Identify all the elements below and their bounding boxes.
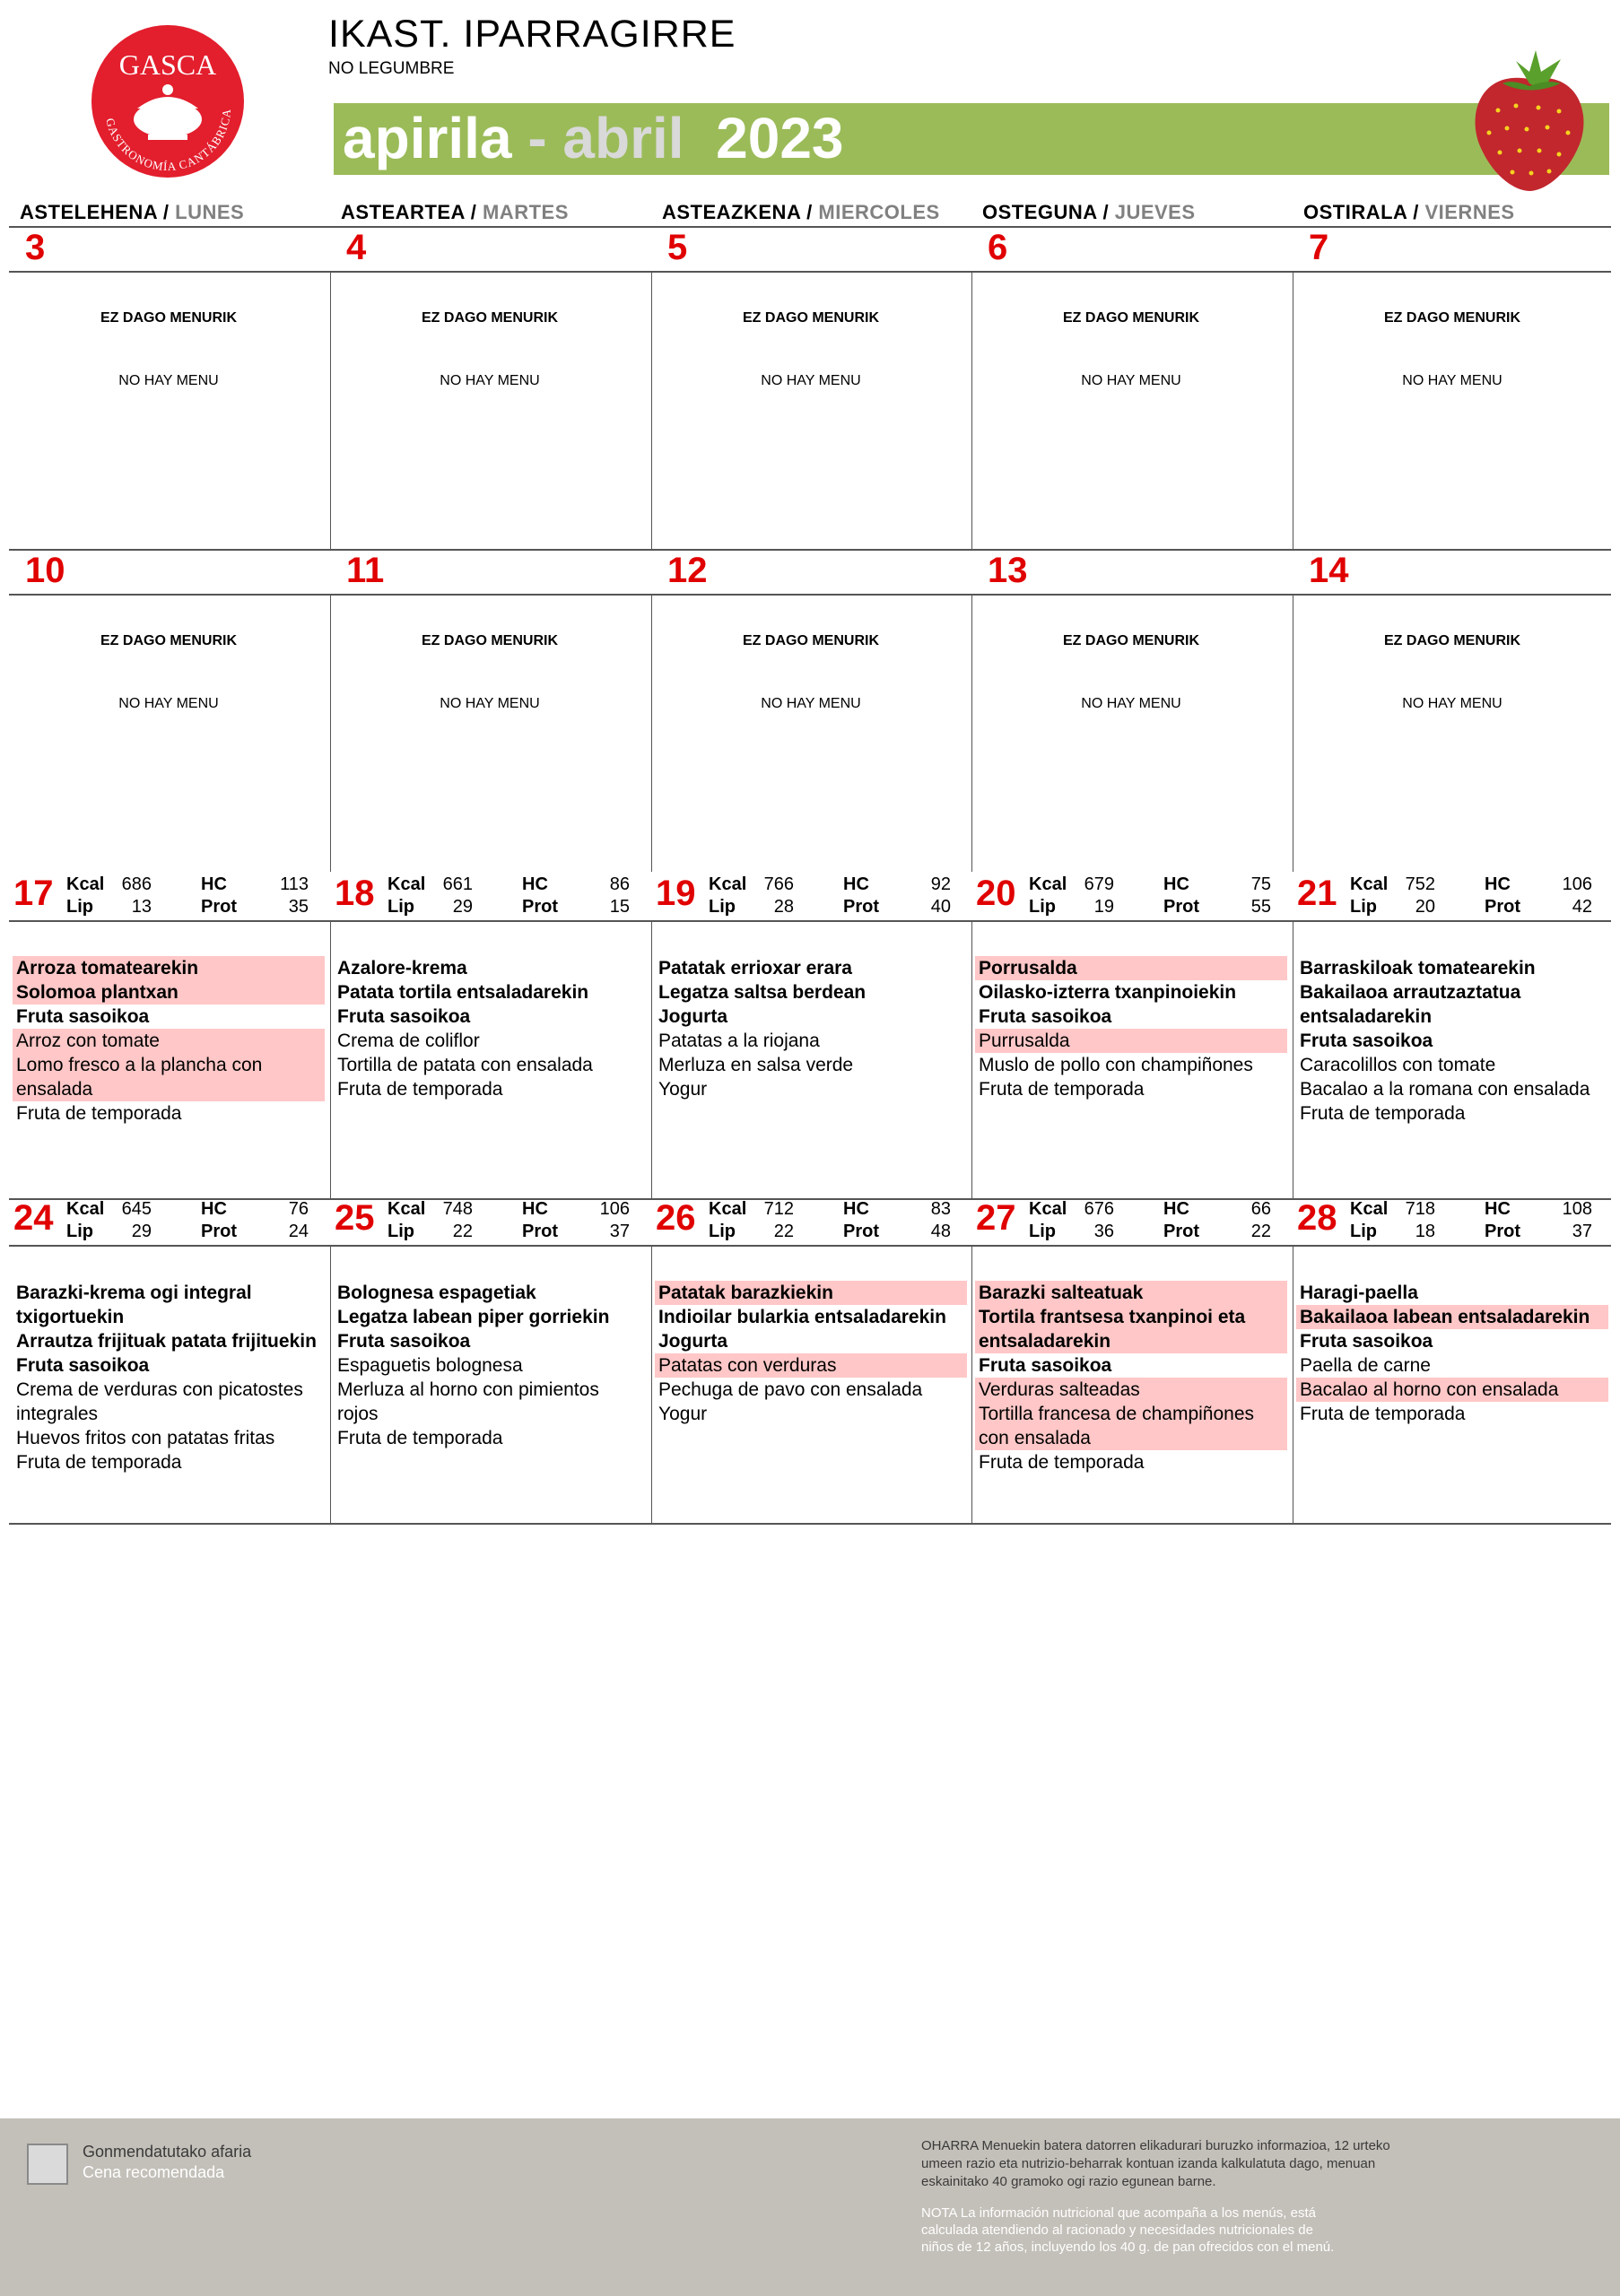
no-menu-eu: EZ DAGO MENURIK — [422, 633, 558, 648]
day-header-es: JUEVES — [1114, 201, 1196, 223]
day-header-es: MARTES — [482, 201, 569, 223]
day-number: 27 — [976, 1198, 1016, 1238]
nutrition-value: 55 — [1250, 897, 1271, 917]
menu-item: Bakailaoa arrautzaztatua entsaladarekin — [1300, 982, 1521, 1027]
nutrition-info — [66, 1198, 318, 1243]
nutrition-label: Lip — [1029, 897, 1056, 917]
nutrition-info — [1350, 1198, 1602, 1243]
nutrition-value: 22 — [1250, 1222, 1271, 1241]
no-menu-es: NO HAY MENU — [761, 373, 861, 388]
menu-item: Patata tortila entsaladarekin — [337, 982, 589, 1003]
day-header-sep: / — [1096, 201, 1115, 223]
day-number: 17 — [13, 874, 54, 913]
no-menu-eu: EZ DAGO MENURIK — [1063, 310, 1199, 326]
nutrition-label: HC — [1163, 874, 1189, 894]
day-menu — [655, 956, 967, 1101]
divider-line — [9, 920, 1611, 922]
menu-item: Muslo de pollo con champiñones — [979, 1055, 1253, 1075]
nutrition-label: Prot — [201, 897, 237, 917]
menu-item: Arrautza frijituak patata frijituekin — [16, 1331, 317, 1352]
nutrition-label: HC — [843, 874, 869, 894]
column-divider — [651, 594, 652, 872]
nutrition-label: Prot — [1163, 897, 1199, 917]
no-menu-eu: EZ DAGO MENURIK — [1063, 633, 1199, 648]
no-menu-es: NO HAY MENU — [1081, 696, 1181, 711]
logo-subtext: GASTRONOMÍA CANTÁBRICA — [103, 108, 234, 174]
nutrition-label: Lip — [66, 897, 93, 917]
legend-label-es: Cena recomendada — [83, 2163, 225, 2181]
nutrition-label: HC — [843, 1199, 869, 1219]
legend-swatch — [27, 2144, 68, 2185]
nutrition-value: 28 — [773, 897, 794, 917]
nutrition-value: 766 — [763, 874, 794, 894]
menu-item: Fruta sasoikoa — [16, 1006, 150, 1027]
menu-item: Fruta de temporada — [16, 1103, 182, 1124]
day-menu — [13, 956, 325, 1126]
nutrition-value: 106 — [1562, 874, 1592, 894]
no-menu-eu: EZ DAGO MENURIK — [743, 633, 879, 648]
menu-item: Legatza saltsa berdean — [658, 982, 867, 1003]
no-menu-eu: EZ DAGO MENURIK — [422, 310, 558, 326]
menu-item: Verduras salteadas — [975, 1378, 1287, 1402]
day-number: 21 — [1297, 874, 1337, 913]
divider-line — [9, 549, 1611, 551]
nutrition-value: 645 — [121, 1199, 152, 1219]
column-divider — [330, 271, 331, 549]
no-menu-eu: EZ DAGO MENURIK — [1384, 310, 1520, 326]
menu-item: Oilasko-izterra txanpinoiekin — [979, 982, 1237, 1003]
menu-item: Fruta de temporada — [337, 1079, 503, 1100]
menu-item: Bacalao a la romana con ensalada — [1300, 1079, 1590, 1100]
nutrition-value: 24 — [288, 1222, 309, 1241]
menu-item: Fruta sasoikoa — [1300, 1031, 1433, 1051]
nutrition-label: Prot — [1163, 1222, 1199, 1241]
menu-item: Patatas a la riojana — [658, 1031, 820, 1051]
day-header-sep: / — [465, 201, 483, 223]
no-menu-es: NO HAY MENU — [440, 373, 540, 388]
nutrition-label: HC — [522, 1199, 548, 1219]
menu-item: Tortilla de patata con ensalada — [337, 1055, 593, 1075]
month-eu: apirila — [343, 106, 512, 170]
menu-item: Lomo fresco a la plancha con ensalada — [13, 1053, 325, 1101]
column-divider — [330, 594, 331, 872]
menu-item: Solomoa plantxan — [13, 980, 325, 1004]
no-menu-eu: EZ DAGO MENURIK — [100, 633, 237, 648]
nutrition-label: Lip — [1350, 1222, 1377, 1241]
menu-item: Haragi-paella — [1300, 1283, 1418, 1303]
column-divider — [971, 594, 972, 872]
nutrition-label: HC — [201, 1199, 227, 1219]
nutrition-value: 712 — [763, 1199, 794, 1219]
day-header-eu: ASTELEHENA — [20, 201, 158, 223]
day-header-es: VIERNES — [1424, 201, 1515, 223]
menu-item: Merluza al horno con pimientos rojos — [337, 1379, 599, 1424]
nutrition-label: Kcal — [1350, 1199, 1389, 1219]
divider-line — [9, 594, 1611, 596]
day-menu — [1296, 1281, 1608, 1426]
nutrition-value: 29 — [131, 1222, 152, 1241]
nutrition-value: 66 — [1250, 1199, 1271, 1219]
day-header-eu: ASTEARTEA — [341, 201, 466, 223]
no-menu-es: NO HAY MENU — [118, 373, 219, 388]
no-menu-es: NO HAY MENU — [1402, 696, 1502, 711]
nutrition-value: 22 — [452, 1222, 473, 1241]
nutrition-value: 76 — [288, 1199, 309, 1219]
menu-item: Pechuga de pavo con ensalada — [658, 1379, 923, 1400]
nutrition-value: 29 — [452, 897, 473, 917]
menu-item: Huevos fritos con patatas fritas — [16, 1428, 275, 1448]
day-menu — [334, 956, 646, 1101]
nutrition-value: 13 — [131, 897, 152, 917]
logo-text: GASCA — [118, 48, 217, 81]
day-menu — [13, 1281, 325, 1474]
menu-item: Bacalao al horno con ensalada — [1296, 1378, 1608, 1402]
nutrition-label: Lip — [709, 1222, 736, 1241]
day-number: 24 — [13, 1198, 54, 1238]
day-menu — [975, 1281, 1287, 1474]
nutrition-value: 37 — [1572, 1222, 1592, 1241]
menu-item: Fruta sasoikoa — [979, 1355, 1112, 1376]
column-divider — [971, 1245, 972, 1523]
nutrition-label: Kcal — [1029, 1199, 1067, 1219]
menu-item: Fruta de temporada — [16, 1452, 182, 1473]
no-menu-es: NO HAY MENU — [118, 696, 219, 711]
nutrition-label: Kcal — [1029, 874, 1067, 894]
nutrition-value: 679 — [1084, 874, 1114, 894]
day-number: 3 — [25, 228, 46, 267]
nutrition-label: Prot — [843, 897, 879, 917]
nutrition-value: 48 — [930, 1222, 951, 1241]
legend-label-eu: Gonmendatutako afaria — [83, 2143, 252, 2161]
nutrition-value: 18 — [1415, 1222, 1435, 1241]
nutrition-value: 35 — [288, 897, 309, 917]
day-number: 7 — [1309, 228, 1329, 267]
day-number: 10 — [25, 551, 65, 590]
day-header-sep: / — [800, 201, 819, 223]
nutrition-label: HC — [522, 874, 548, 894]
nutrition-info — [709, 1198, 961, 1243]
nutrition-label: HC — [1485, 1199, 1511, 1219]
day-header — [662, 201, 940, 224]
nutrition-label: Kcal — [388, 874, 426, 894]
menu-item: Fruta de temporada — [979, 1452, 1145, 1473]
menu-item: Fruta sasoikoa — [337, 1331, 471, 1352]
nutrition-value: 86 — [609, 874, 630, 894]
nutrition-value: 92 — [930, 874, 951, 894]
column-divider — [651, 1245, 652, 1523]
day-number: 28 — [1297, 1198, 1337, 1238]
menu-item: Porrusalda — [975, 956, 1287, 980]
menu-item: Barraskiloak tomatearekin — [1300, 958, 1536, 978]
nutrition-value: 748 — [442, 1199, 473, 1219]
nutrition-label: Prot — [522, 1222, 558, 1241]
nutrition-label: Kcal — [66, 874, 105, 894]
gasca-logo — [85, 22, 251, 179]
divider-line — [9, 271, 1611, 273]
day-menu — [334, 1281, 646, 1450]
day-header — [982, 201, 1196, 224]
nutrition-value: 661 — [442, 874, 473, 894]
day-number: 11 — [346, 551, 385, 590]
no-menu-eu: EZ DAGO MENURIK — [743, 310, 879, 326]
menu-item: Arroza tomatearekin — [13, 956, 325, 980]
menu-item: Fruta sasoikoa — [337, 1006, 471, 1027]
menu-item: Patatak barazkiekin — [655, 1281, 967, 1305]
nutrition-label: Prot — [1485, 897, 1520, 917]
day-number: 13 — [988, 551, 1028, 590]
nutrition-label: Lip — [388, 897, 414, 917]
day-menu — [655, 1281, 967, 1426]
nutrition-value: 42 — [1572, 897, 1592, 917]
nutrition-info — [66, 874, 318, 918]
nutrition-label: HC — [1163, 1199, 1189, 1219]
menu-item: Fruta sasoikoa — [16, 1355, 150, 1376]
menu-item: Fruta de temporada — [979, 1079, 1145, 1100]
nutrition-label: Kcal — [388, 1199, 426, 1219]
nutrition-value: 752 — [1405, 874, 1435, 894]
nutrition-info — [1029, 1198, 1281, 1243]
day-menu — [975, 956, 1287, 1101]
nutrition-value: 83 — [930, 1199, 951, 1219]
nutrition-value: 108 — [1562, 1199, 1592, 1219]
nutrition-label: Lip — [1350, 897, 1377, 917]
menu-item: Fruta de temporada — [337, 1428, 503, 1448]
menu-item: Crema de verduras con picatostes integrales — [16, 1379, 303, 1424]
menu-item: Espaguetis bolognesa — [337, 1355, 523, 1376]
menu-item: Caracolillos con tomate — [1300, 1055, 1496, 1075]
menu-item: Purrusalda — [975, 1029, 1287, 1053]
nutrition-value: 718 — [1405, 1199, 1435, 1219]
menu-item: Fruta de temporada — [1300, 1103, 1466, 1124]
nutrition-label: Lip — [66, 1222, 93, 1241]
day-header-eu: OSTIRALA — [1303, 201, 1407, 223]
menu-item: Fruta sasoikoa — [1300, 1331, 1433, 1352]
column-divider — [330, 1245, 331, 1523]
day-number: 6 — [988, 228, 1008, 267]
day-header-sep: / — [157, 201, 176, 223]
nutrition-info — [1350, 874, 1602, 918]
menu-item: Crema de coliflor — [337, 1031, 480, 1051]
month-separator: - — [511, 106, 563, 170]
menu-subtitle: NO LEGUMBRE — [328, 59, 455, 78]
nutrition-label: Prot — [201, 1222, 237, 1241]
nutrition-info — [1029, 874, 1281, 918]
nutrition-value: 19 — [1093, 897, 1114, 917]
nutrition-value: 106 — [599, 1199, 630, 1219]
menu-item: Patatas con verduras — [655, 1353, 967, 1378]
column-divider — [330, 920, 331, 1198]
day-header — [341, 201, 569, 224]
day-number: 26 — [656, 1198, 696, 1238]
note-es: NOTA La información nutricional que acompaña a los menús, está calculada atendiendo al racionado y necesidades nutricionales de niños de 12 años, incluyendo los 40 g. de pan ofrecidos con el menú. — [921, 2205, 1335, 2255]
divider-line — [9, 1523, 1611, 1525]
nutrition-label: Lip — [1029, 1222, 1056, 1241]
nutrition-value: 15 — [609, 897, 630, 917]
note-eu: OHARRA Menuekin batera datorren elikadurari buruzko informazioa, 12 urteko umeen razio eta nutrizio-beharrak kontuan izanda kalkulatuta dago, menuan eskainitako 40 gramoko ogi razio egunean barne. — [921, 2138, 1390, 2189]
nutrition-value: 75 — [1250, 874, 1271, 894]
day-number: 25 — [335, 1198, 375, 1238]
nutrition-label: Kcal — [66, 1199, 105, 1219]
menu-item: Yogur — [658, 1079, 708, 1100]
day-header-es: MIERCOLES — [818, 201, 940, 223]
nutrition-label: Prot — [843, 1222, 879, 1241]
day-number: 12 — [667, 551, 708, 590]
day-number: 18 — [335, 874, 375, 913]
day-header-eu: OSTEGUNA — [982, 201, 1097, 223]
column-divider — [651, 920, 652, 1198]
menu-item: Paella de carne — [1300, 1355, 1431, 1376]
day-number: 14 — [1309, 551, 1349, 590]
nutrition-label: HC — [1485, 874, 1511, 894]
no-menu-eu: EZ DAGO MENURIK — [100, 310, 237, 326]
no-menu-es: NO HAY MENU — [1402, 373, 1502, 388]
month-es: abril — [562, 106, 684, 170]
menu-item: Fruta sasoikoa — [979, 1006, 1112, 1027]
nutrition-value: 37 — [609, 1222, 630, 1241]
menu-item: Patatak errioxar erara — [658, 958, 852, 978]
menu-item: Jogurta — [658, 1331, 728, 1352]
nutrition-label: HC — [201, 874, 227, 894]
nutrition-value: 676 — [1084, 1199, 1114, 1219]
nutrition-label: Prot — [1485, 1222, 1520, 1241]
day-number: 5 — [667, 228, 688, 267]
nutrition-label: Kcal — [709, 874, 747, 894]
menu-item: Bakailaoa labean entsaladarekin — [1296, 1305, 1608, 1329]
column-divider — [971, 920, 972, 1198]
divider-line — [9, 226, 1611, 228]
no-menu-es: NO HAY MENU — [761, 696, 861, 711]
menu-item: Legatza labean piper gorriekin — [337, 1307, 610, 1327]
day-number: 4 — [346, 228, 367, 267]
menu-item: Barazki salteatuak — [975, 1281, 1287, 1305]
month-title — [343, 102, 844, 174]
nutrition-value: 20 — [1415, 897, 1435, 917]
nutrition-value: 22 — [773, 1222, 794, 1241]
day-header — [20, 201, 244, 224]
nutrition-label: Prot — [522, 897, 558, 917]
day-header-eu: ASTEAZKENA — [662, 201, 801, 223]
nutrition-label: Kcal — [1350, 874, 1389, 894]
school-name: IKAST. IPARRAGIRRE — [328, 13, 736, 56]
menu-item: Tortila frantsesa txanpinoi eta entsaladarekin — [975, 1305, 1287, 1353]
nutrition-info — [388, 874, 640, 918]
nutrition-info — [388, 1198, 640, 1243]
day-menu — [1296, 956, 1608, 1126]
nutrition-info — [709, 874, 961, 918]
menu-item: Fruta de temporada — [1300, 1404, 1466, 1424]
no-menu-eu: EZ DAGO MENURIK — [1384, 633, 1520, 648]
divider-line — [9, 1245, 1611, 1247]
menu-item: Barazki-krema ogi integral txigortuekin — [16, 1283, 252, 1327]
day-number: 19 — [656, 874, 696, 913]
day-header-es: LUNES — [175, 201, 245, 223]
no-menu-es: NO HAY MENU — [1081, 373, 1181, 388]
day-header — [1303, 201, 1515, 224]
nutrition-label: Lip — [709, 897, 736, 917]
column-divider — [651, 271, 652, 549]
menu-item: Azalore-krema — [337, 958, 467, 978]
nutrition-label: Lip — [388, 1222, 414, 1241]
nutrition-label: Kcal — [709, 1199, 747, 1219]
menu-item: Jogurta — [658, 1006, 728, 1027]
strawberry-icon — [1462, 43, 1597, 196]
month-year: 2023 — [716, 106, 844, 170]
menu-item: Yogur — [658, 1404, 708, 1424]
column-divider — [971, 271, 972, 549]
no-menu-es: NO HAY MENU — [440, 696, 540, 711]
day-header-sep: / — [1407, 201, 1425, 223]
menu-item: Tortilla francesa de champiñones con ensalada — [975, 1402, 1287, 1450]
menu-item: Indioilar bularkia entsaladarekin — [658, 1307, 946, 1327]
day-number: 20 — [976, 874, 1016, 913]
nutrition-value: 36 — [1093, 1222, 1114, 1241]
nutrition-value: 113 — [280, 874, 309, 894]
nutrition-value: 686 — [121, 874, 152, 894]
nutrition-value: 40 — [930, 897, 951, 917]
menu-item: Arroz con tomate — [13, 1029, 325, 1053]
menu-item: Bolognesa espagetiak — [337, 1283, 536, 1303]
menu-item: Merluza en salsa verde — [658, 1055, 854, 1075]
